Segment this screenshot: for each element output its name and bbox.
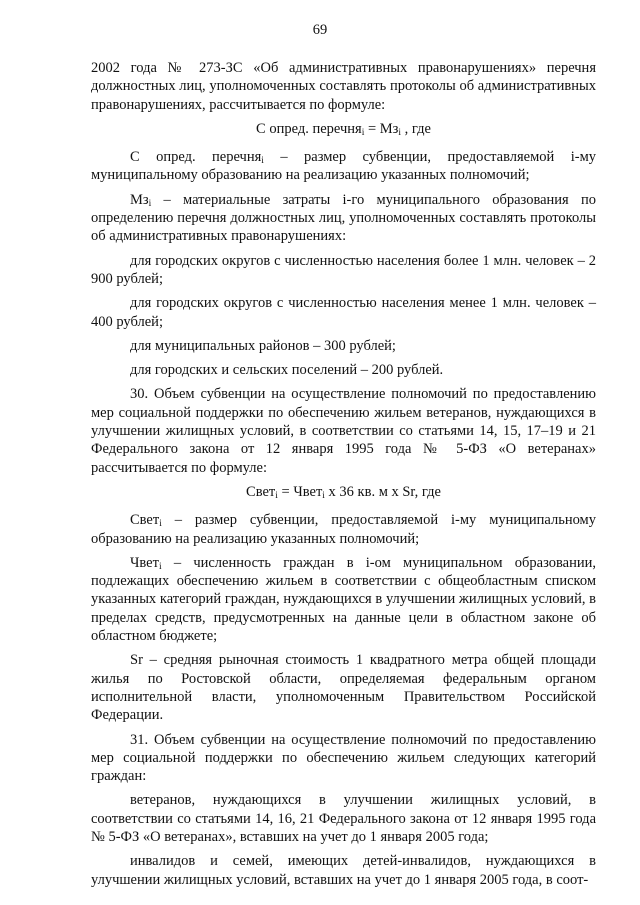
rate-small-city-districts: для городских округов с численностью населения менее 1 млн. человек – 400 рублей; [91,295,596,330]
section-31: 31. Объем субвенции на осуществление полномочий по предоставлению мер социальной поддержки по обеспечению жильем следующих категорий граждан: [91,731,596,785]
rate-large-city-districts: для городских округов с численностью населения более 1 млн. человек – 2 900 рублей; [91,252,596,287]
paragraph-continuation: 2002 года № 273-ЗС «Об административных правонарушениях» перечня должностных лиц, уполномоченных составлять протоколы об административных правонарушениях, рассчитывается по формуле: [91,60,596,113]
formula-subsidy-protocol-list: С опред. перечня$_i$ = $Мз_i$ , где [256,120,431,138]
section-30: 30. Объем субвенции на осуществление полномочий по предоставлению мер социальной поддержки по обеспечению жильем ветеранов, нуждающихся в улучшении жилищных условий, в соответствии со статьями 14, 15, 17–19 и 21 Федерального закона от 12 января 1995 года № 5-ФЗ «О ветеранах» рассчитывается по формуле: [91,386,596,476]
category-veterans: ветеранов, нуждающихся в улучшении жилищных условий, в соответствии со статьями 14, 16, 21 Федерального закона от 12 января 1995 года № 5-ФЗ «О ветеранах», вставших на учет до 1 января 2005 года; [91,792,596,845]
document-body [91,59,596,895]
definition-svet: Свет$_i$ – размер субвенции, предоставляемой i-му муниципальному образованию на реализацию указанных полномочий; [91,512,596,547]
category-disabled: инвалидов и семей, имеющих детей-инвалидов, нуждающихся в улучшении жилищных условий, вставших на учет до 1 января 2005 года, в соот- [91,853,596,888]
formula-veterans-housing: Свет$_i$ = Чвет$_i$ х 36 кв. м х Sr, где [246,483,441,501]
definition-mz: $Мз_i$ – материальные затраты i-го муниципального образования по определению перечня должностных лиц, уполномоченных составлять протоколы об административных правонарушениях: [91,191,596,245]
definition-sr: Sr – средняя рыночная стоимость 1 квадратного метра общей площади жилья по Ростовской области, определяемая федеральным органом исполнительной власти, уполномоченным Правительством Российской Федерации. [91,652,596,724]
definition-c-oпред: С опред. перечня$_i$ – размер субвенции, предоставляемой i-му муниципальному образованию на реализацию указанных полномочий; [91,149,596,184]
page-number: 69 [312,22,328,38]
definition-chvet: Чвет$_i$ – численность граждан в i-ом муниципальном образовании, подлежащих обеспечению жильем в соответствии с общеобластным списком указанных категорий граждан, нуждающихся в улучшении жилищных условий, в пределах средств, предусмотренных на данные цели в областном законе об областном бюджете; [91,554,596,645]
rate-settlements: для городских и сельских поселений – 200 рублей. [130,362,444,379]
rate-municipal-districts: для муниципальных районов – 300 рублей; [130,337,396,354]
